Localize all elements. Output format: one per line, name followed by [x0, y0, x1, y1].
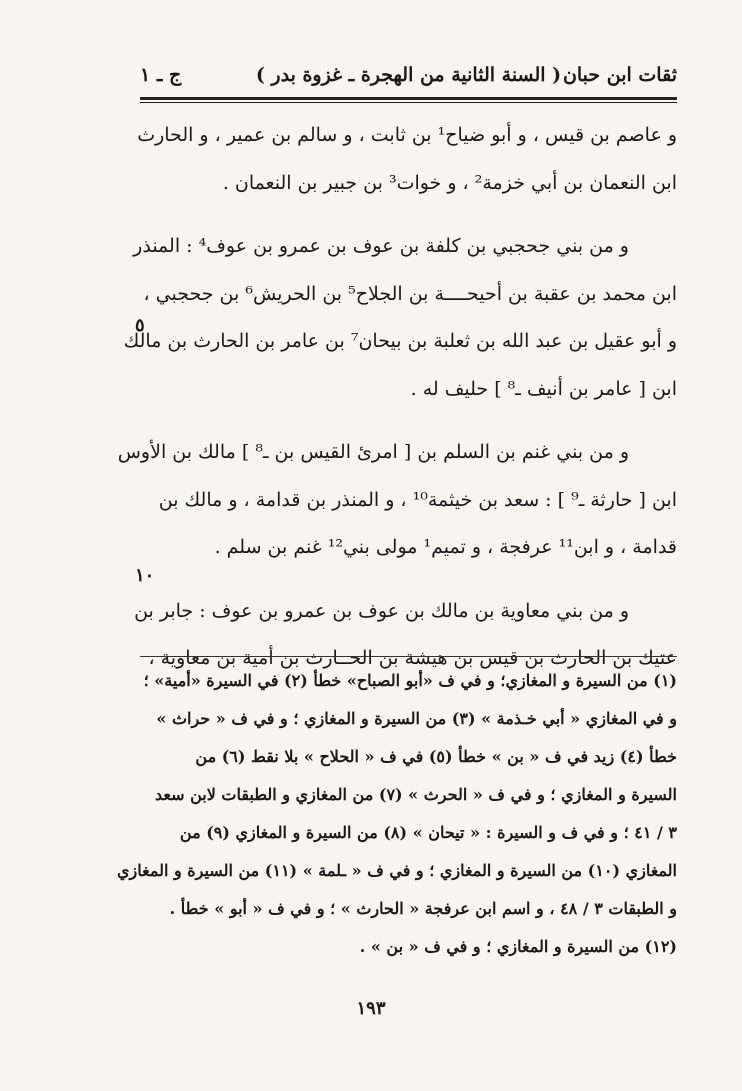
text-line: ابن النعمان بن أبي خزمة² ، و خوات³ بن جبير بن النعمان .: [222, 171, 677, 194]
footnote-rule: [140, 656, 677, 657]
footnote-line: (١٢) من السيرة و المغازي ؛ و في ف « بن » .: [359, 937, 677, 956]
footnotes: [116, 662, 677, 966]
footnote-line: خطأ (٤) زيد في ف « بن » خطأ (٥) في ف « الحلاح » بلا نقط (٦) من: [195, 747, 677, 766]
footnote-line: و في المغازي « أبي خـذمة » (٣) من السيرة و المغازي ؛ و في ف « حراث »: [156, 709, 677, 728]
text-line: و عاصم بن قيس ، و أبو ضياح¹ بن ثابت ، و سالم بن عمير ، و الحارث: [137, 124, 677, 146]
text-line: ابن [ حارثة ـ⁹ ] : سعد بن خيثمة¹⁰ ، و المنذر بن قدامة ، و مالك بن: [158, 488, 677, 511]
line-number-10: ١٠: [135, 565, 155, 586]
footnote-line: (١) من السيرة و المغازي؛ و في ف «أبو الصباح» خطأ (٢) في السيرة «أمية» ؛: [143, 671, 677, 690]
footnote-line: و الطبقات ٣ / ٤٨ ، و اسم ابن عرفجة « الحارث » ؛ و في ف « أبو » خطأ .: [169, 899, 677, 918]
text-line: ابن محمد بن عقبة بن أحيحــــة بن الجلاح⁵ بن الحريش⁶ بن جحجبي ،: [143, 282, 677, 305]
text-line: و من بني جحجبي بن كلفة بن عوف بن عمرو بن عوف⁴ : المنذر: [133, 235, 629, 257]
text-line: ابن [ عامر بن أنيف ـ⁸ ] حليف له .: [410, 377, 677, 400]
text-line: و أبو عقيل بن عبد الله بن ثعلبة بن بيحان⁷ بن عامر بن الحارث بن مالك: [123, 330, 677, 352]
footnote-line: ٣ / ٤١ ؛ و في ف و السيرة : « تيحان » (٨) من السيرة و المغازي (٩) من: [179, 823, 677, 842]
page-number: ١٩٣: [356, 998, 386, 1019]
footnote-line: المغازي (١٠) من السيرة و المغازي ؛ و في ف « ـلمة » (١١) من السيرة و المغازي: [116, 861, 677, 880]
header-rule-thick: [140, 97, 677, 100]
header-rule-thin: [140, 102, 677, 103]
text-line: و من بني معاوية بن مالك بن عوف بن عمرو بن عوف : جابر بن: [134, 599, 629, 622]
header-section-title: ( السنة الثانية من الهجرة ـ غزوة بدر ): [255, 64, 562, 86]
text-line: عتيك بن الحارث بن قيس بن هيشة بن الحــارث بن أمية بن معاوية ،: [148, 647, 677, 669]
line-number-5: ٥: [135, 315, 145, 336]
running-header: [140, 55, 677, 95]
text-line: قدامة ، و ابن¹¹ عرفجة ، و تميم¹ مولى بني¹² غنم بن سلم .: [214, 536, 677, 558]
header-volume: ج ـ ١: [140, 64, 182, 86]
text-line: و من بني غنم بن السلم بن [ امرئ القيس بن ـ⁸ ] مالك بن الأوس: [117, 441, 629, 463]
footnote-line: السيرة و المغازي ؛ و في ف « الحرث » (٧) من المغازي و الطبقات لابن سعد: [154, 785, 677, 804]
header-book-title: ثقات ابن حبان: [562, 64, 677, 86]
